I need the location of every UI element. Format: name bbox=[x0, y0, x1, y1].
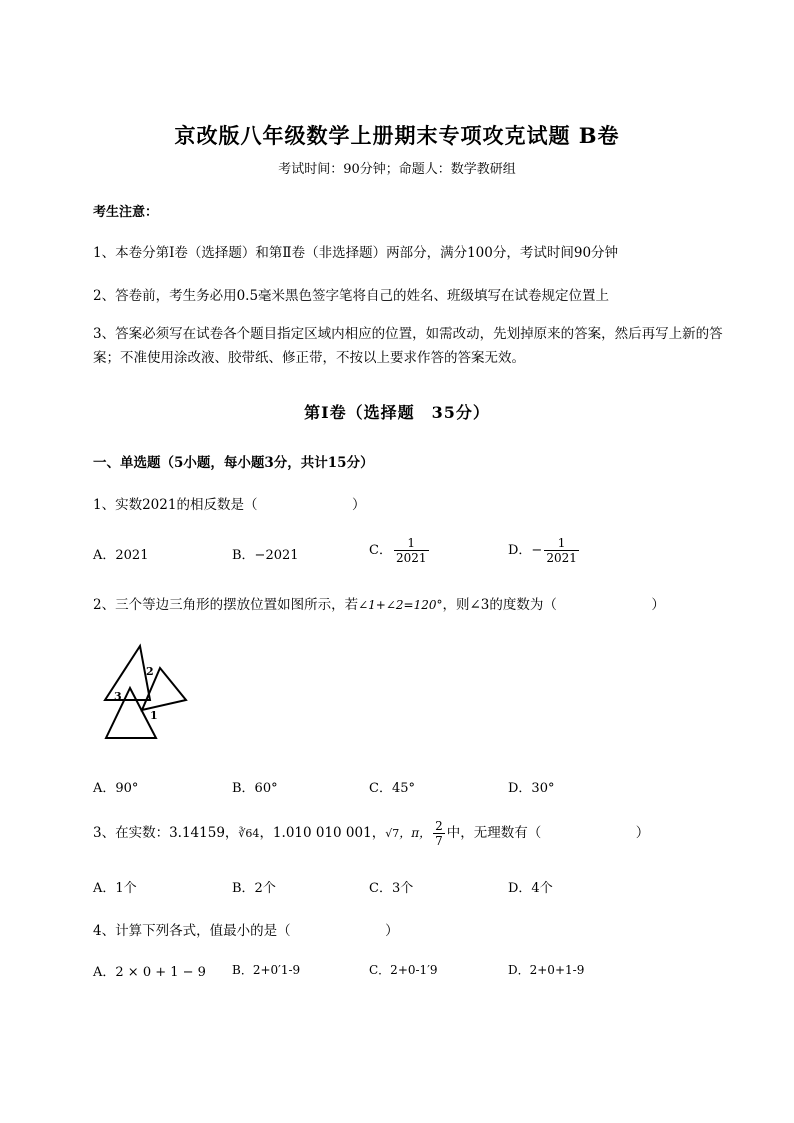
q1-option-c bbox=[369, 536, 431, 565]
note-item: 1、本卷分第I卷（选择题）和第Ⅱ卷（非选择题）两部分，满分100分，考试时间90分钟 bbox=[93, 245, 619, 261]
q1-option-a: A．2021 bbox=[93, 548, 149, 563]
fraction-numerator: 2 bbox=[435, 819, 443, 833]
q1-option-d-fraction bbox=[544, 536, 579, 565]
pi-symbol: ，π， bbox=[399, 826, 432, 840]
note-item: 2、答卷前，考生务必用0.5毫米黑色签字笔将自己的姓名、班级填写在试卷规定位置上 bbox=[93, 288, 610, 304]
q3-option-a: A．1个 bbox=[93, 881, 137, 896]
question-1-stem: 1、实数2021的相反数是（ ） bbox=[93, 497, 366, 513]
q3-option-b: B．2个 bbox=[232, 881, 276, 896]
fraction-denominator: 2021 bbox=[546, 551, 577, 565]
q2-stem-text: 2、三个等边三角形的摆放位置如图所示，若 bbox=[93, 597, 359, 613]
fraction-denominator: 2021 bbox=[395, 551, 427, 565]
fraction-numerator: 1 bbox=[394, 536, 429, 551]
cube-root-64: ∛64 bbox=[238, 827, 260, 840]
q3-fraction bbox=[433, 819, 445, 848]
q3-stem-end: 中，无理数有（ ） bbox=[446, 825, 650, 841]
q3-option-c: C．3个 bbox=[369, 881, 414, 896]
q1-option-d-label: D．− bbox=[508, 543, 543, 558]
q1-option-c-label: C． bbox=[369, 543, 392, 558]
q2-option-d: D．30° bbox=[508, 781, 555, 796]
q4-option-c: C．2+0-1′9 bbox=[369, 963, 438, 977]
angle-label-1: 1 bbox=[150, 709, 158, 722]
exam-info: 考试时间：90分钟；命题人：数学教研组 bbox=[278, 162, 516, 177]
q3-stem-mid: ，1.010 010 001， bbox=[259, 825, 386, 841]
section-title: 第I卷（选择题 35分） bbox=[304, 403, 490, 422]
q4-option-a: A．2 × 0 + 1 − 9 bbox=[93, 965, 206, 980]
note-item: 3、答案必须写在试卷各个题目指定区域内相应的位置，如需改动，先划掉原来的答案，然后再写上新的答案；不准使用涂改液、胶带纸、修正带，不按以上要求作答的答案无效。 bbox=[93, 326, 723, 366]
question-4-stem: 4、计算下列各式，值最小的是（ ） bbox=[93, 923, 399, 939]
section-subtitle: 一、单选题（5小题，每小题3分，共计15分） bbox=[93, 455, 374, 471]
sqrt-7: √7 bbox=[385, 827, 400, 840]
q2-option-b: B．60° bbox=[232, 781, 278, 796]
q2-stem-text-end: ，则∠3的度数为（ ） bbox=[442, 597, 665, 613]
q1-option-b: B．−2021 bbox=[232, 548, 299, 563]
fraction-numerator: 1 bbox=[544, 536, 579, 551]
triangles-figure bbox=[100, 640, 200, 745]
q2-option-c: C．45° bbox=[369, 781, 415, 796]
question-2-stem bbox=[93, 593, 665, 613]
q3-stem-text: 3、在实数：3.14159， bbox=[93, 825, 239, 841]
angle-label-3: 3 bbox=[114, 690, 122, 703]
page-title: 京改版八年级数学上册期末专项攻克试题 B卷 bbox=[174, 123, 620, 148]
q1-option-c-fraction bbox=[394, 536, 429, 565]
q1-option-d bbox=[508, 536, 581, 565]
q2-option-a: A．90° bbox=[93, 781, 139, 796]
notes-heading: 考生注意： bbox=[93, 205, 159, 220]
angle-label-2: 2 bbox=[146, 665, 154, 678]
question-3-stem bbox=[93, 818, 649, 849]
q2-stem-formula: ∠1+∠2=120° bbox=[358, 598, 443, 612]
q3-option-d: D．4个 bbox=[508, 881, 553, 896]
q4-option-d: D．2+0+1-9 bbox=[508, 963, 585, 977]
fraction-denominator: 7 bbox=[435, 834, 443, 848]
q4-option-b: B．2+0′1-9 bbox=[232, 963, 301, 977]
